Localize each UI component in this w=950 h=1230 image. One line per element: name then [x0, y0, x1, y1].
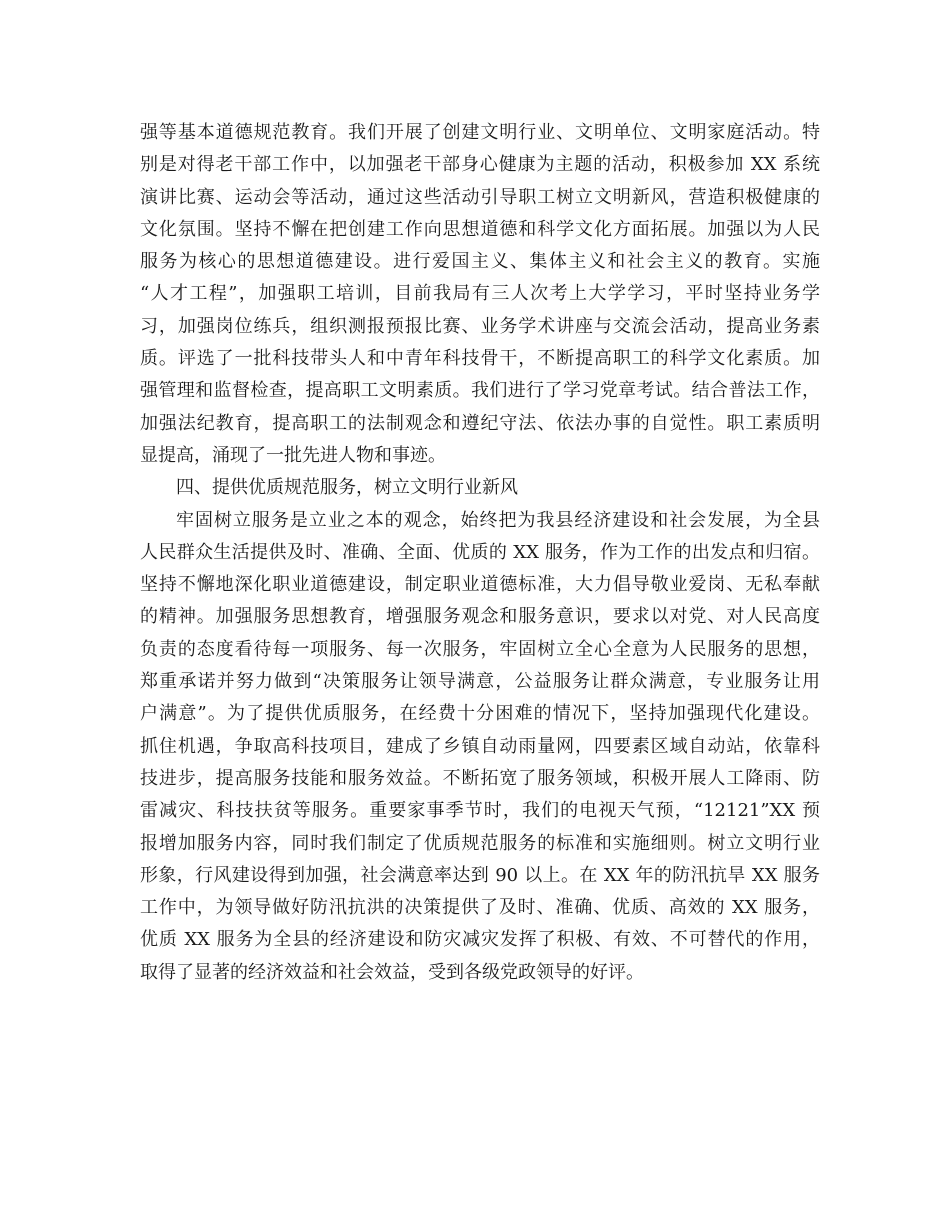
body-line: 强管理和监督检查，提高职工文明素质。我们进行了学习党章考试。结合普法工作，	[140, 380, 820, 402]
body-line: 服务为核心的思想道德建设。进行爱国主义、集体主义和社会主义的教育。实施	[140, 251, 820, 273]
body-line: 习，加强岗位练兵，组织测报预报比赛、业务学术讲座与交流会活动，提高业务素	[140, 315, 820, 337]
body-line: 雷减灾、科技扶贫等服务。重要家事季节时，我们的电视天气预，“12121”XX 预	[140, 800, 820, 822]
body-line: 别是对得老干部工作中，以加强老干部身心健康为主题的活动，积极参加 XX 系统	[140, 154, 820, 176]
body-line: 演讲比赛、运动会等活动，通过这些活动引导职工树立文明新风，营造积极健康的	[140, 186, 820, 208]
paragraph-first-line: 牢固树立服务是立业之本的观念，始终把为我县经济建设和社会发展，为全县	[176, 509, 820, 531]
body-line: 加强法纪教育，提高职工的法制观念和遵纪守法、依法办事的自觉性。职工素质明	[140, 412, 820, 434]
body-line: 文化氛围。坚持不懈在把创建工作向思想道德和科学文化方面拓展。加强以为人民	[140, 218, 820, 240]
document-body	[140, 117, 820, 989]
body-line: 质。评选了一批科技带头人和中青年科技骨干，不断提高职工的科学文化素质。加	[140, 348, 820, 370]
body-line: 郑重承诺并努力做到“决策服务让领导满意，公益服务让群众满意，专业服务让用	[140, 671, 820, 693]
body-line: 优质 XX 服务为全县的经济建设和防灾减灾发挥了积极、有效、不可替代的作用，	[140, 929, 820, 951]
body-line: 显提高，涌现了一批先进人物和事迹。	[140, 444, 446, 466]
body-line: 负责的态度看待每一项服务、每一次服务，牢固树立全心全意为人民服务的思想，	[140, 638, 820, 660]
section-heading: 四、提供优质规范服务，树立文明行业新风	[176, 477, 518, 499]
body-line: 强等基本道德规范教育。我们开展了创建文明行业、文明单位、文明家庭活动。特	[140, 122, 820, 143]
body-line: 人民群众生活提供及时、准确、全面、优质的 XX 服务，作为工作的出发点和归宿。	[140, 541, 820, 563]
body-line: 形象，行风建设得到加强，社会满意率达到 90 以上。在 XX 年的防汛抗旱 XX 服务	[140, 864, 820, 886]
body-line: 户满意”。为了提供优质服务，在经费十分困难的情况下，坚持加强现代化建设。	[140, 703, 820, 725]
body-line: 取得了显著的经济效益和社会效益，受到各级党政领导的好评。	[140, 961, 644, 983]
body-line: 工作中，为领导做好防汛抗洪的决策提供了及时、准确、优质、高效的 XX 服务，	[140, 897, 820, 919]
body-line: 的精神。加强服务思想教育，增强服务观念和服务意识，要求以对党、对人民高度	[140, 606, 820, 628]
body-line: 报增加服务内容，同时我们制定了优质规范服务的标准和实施细则。树立文明行业	[140, 832, 820, 854]
body-line: 坚持不懈地深化职业道德建设，制定职业道德标准，大力倡导敬业爱岗、无私奉献	[140, 574, 820, 596]
body-line: “人才工程”，加强职工培训，目前我局有三人次考上大学学习，平时坚持业务学	[140, 283, 820, 305]
body-line: 技进步，提高服务技能和服务效益。不断拓宽了服务领域，积极开展人工降雨、防	[140, 767, 820, 789]
body-line: 抓住机遇，争取高科技项目，建成了乡镇自动雨量网，四要素区域自动站，依靠科	[140, 735, 820, 757]
